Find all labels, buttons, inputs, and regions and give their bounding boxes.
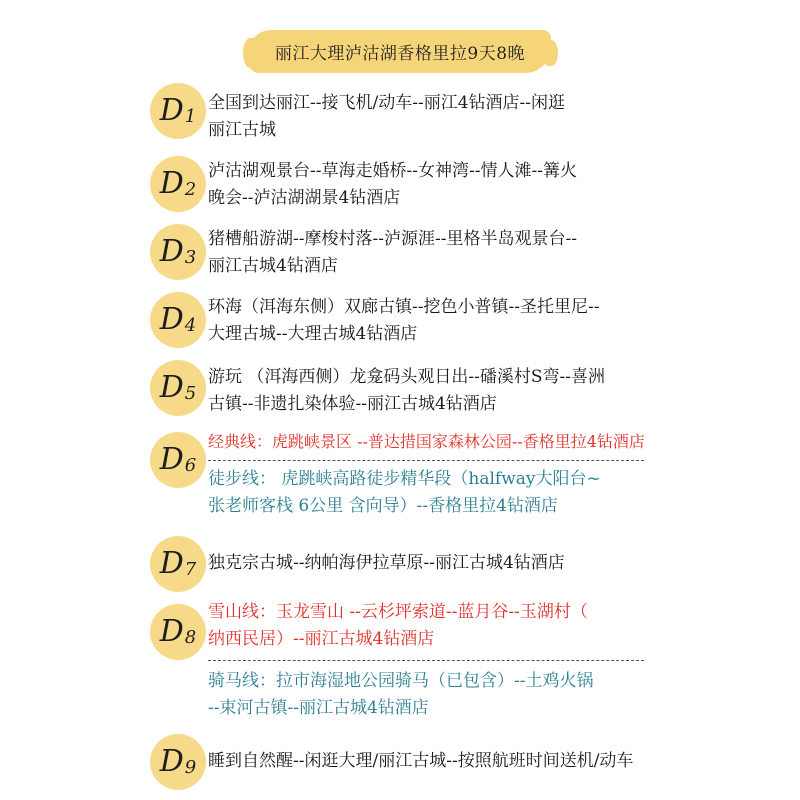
day-6-classic-route: 经典线：虎跳峡景区 --普达措国家森林公园--香格里拉4钻酒店 (208, 432, 645, 451)
day-5-text (208, 364, 668, 418)
day-3-line-1: 猪槽船游湖--摩梭村落--泸源涯--里格半岛观景台-- (208, 229, 577, 249)
day-badge-8 (150, 604, 206, 660)
day-badge-7 (150, 536, 206, 592)
day-8-snow-line-1: 雪山线：玉龙雪山 --云杉坪索道--蓝月谷--玉湖村（ (208, 602, 588, 622)
title-banner (0, 26, 800, 76)
day-2-text (208, 158, 668, 212)
day-letter: D (159, 93, 184, 128)
day-badge-2 (150, 156, 206, 212)
day-8-horse-line-1: 骑马线：拉市海湿地公园骑马（已包含）--土鸡火锅 (208, 671, 594, 691)
day-6-hiking-line-1: 徒步线： 虎跳峡高路徒步精华段（halfway大阳台~ (208, 469, 601, 489)
day-1-line-2: 丽江古城 (208, 120, 276, 140)
day-number: 7 (184, 558, 197, 580)
day-letter: D (159, 546, 184, 581)
day-letter: D (159, 234, 184, 269)
day-1-text (208, 90, 668, 144)
day-badge-3 (150, 224, 206, 280)
day-1-line-1: 全国到达丽江--接飞机/动车--丽江4钻酒店--闲逛 (208, 93, 566, 113)
day-number: 9 (184, 756, 197, 778)
route-divider (208, 660, 644, 661)
day-letter: D (159, 744, 184, 779)
day-8-horse-route (208, 668, 668, 722)
day-4-text (208, 294, 668, 348)
day-letter: D (159, 166, 184, 201)
day-3-text (208, 226, 668, 280)
day-badge-4 (150, 292, 206, 348)
page-title: 丽江大理泸沽湖香格里拉9天8晚 (249, 30, 551, 73)
day-badge-6 (150, 432, 206, 488)
day-8-snow-line-2: 纳西民居）--丽江古城4钻酒店 (208, 629, 435, 649)
day-5-line-2: 古镇--非遗扎染体验--丽江古城4钻酒店 (208, 394, 497, 414)
day-7-text (208, 550, 668, 577)
day-letter: D (159, 302, 184, 337)
day-7-line-1: 独克宗古城--纳帕海伊拉草原--丽江古城4钻酒店 (208, 553, 565, 573)
day-letter: D (159, 614, 184, 649)
day-number: 6 (184, 454, 197, 476)
day-9-text (208, 748, 688, 775)
day-2-line-1: 泸沽湖观景台--草海走婚桥--女神湾--情人滩--篝火 (208, 161, 577, 181)
day-4-line-1: 环海（洱海东侧）双廊古镇--挖色小普镇--圣托里尼-- (208, 297, 600, 317)
day-5-line-1: 游玩 （洱海西侧）龙龛码头观日出--磻溪村S弯--喜洲 (208, 367, 606, 387)
day-letter: D (159, 370, 184, 405)
day-number: 3 (184, 246, 197, 268)
day-3-line-2: 丽江古城4钻酒店 (208, 256, 338, 276)
day-number: 1 (184, 105, 197, 127)
day-4-line-2: 大理古城--大理古城4钻酒店 (208, 324, 418, 344)
day-badge-1 (150, 83, 206, 139)
day-number: 2 (184, 178, 197, 200)
day-8-snow-route (208, 599, 668, 653)
day-2-line-2: 晚会--泸沽湖湖景4钻酒店 (208, 188, 401, 208)
day-6-hiking-route (208, 466, 668, 520)
day-letter: D (159, 442, 184, 477)
day-number: 8 (184, 626, 197, 648)
day-badge-9 (150, 734, 206, 790)
day-6-hiking-line-2: 张老师客栈 6公里 含向导）--香格里拉4钻酒店 (208, 496, 558, 516)
day-8-horse-line-2: --束河古镇--丽江古城4钻酒店 (208, 698, 429, 718)
route-divider (208, 460, 644, 461)
day-badge-5 (150, 360, 206, 416)
day-9-line-1: 睡到自然醒--闲逛大理/丽江古城--按照航班时间送机/动车 (208, 751, 634, 771)
day-number: 4 (184, 314, 197, 336)
day-number: 5 (184, 382, 197, 404)
